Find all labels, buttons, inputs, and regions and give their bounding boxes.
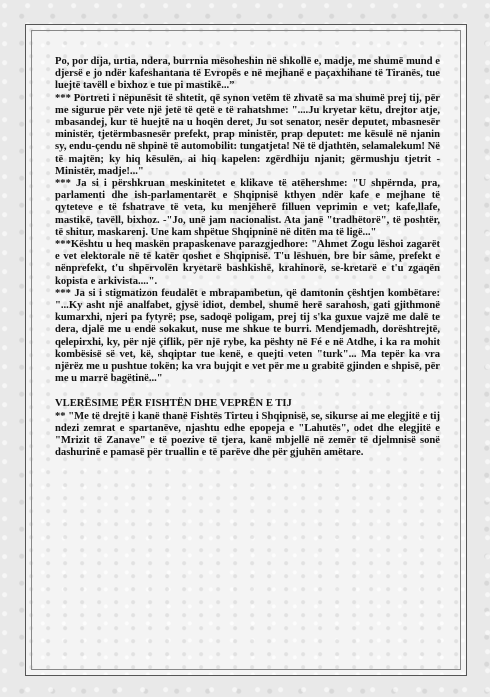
paragraph: *** Ja si i stigmatizon feudalët e mbrapambetun, që damtonin çështjen kombëtare: "...Ky asht një analfabet, gjysë idiot, dembel, shumë herë sarahosh, gati gjithmonë kumarxhi, njeri pa fytyrë; pse, sadoqë poligam, prej tij s'ka guxue vajzë me dalë te dera, djalë me u endë sokakut, nuse me shkue te burri. Mendjemadh, dorështrejtë, qelepirxhi, ky, për një çiflik, për një rybe, ka pështy në Fé e në Atdhe, i ka ra mohit kombësisë së vet, kë, shqiptar tue kenë, e quejti veten "turk"... Ma tepër ka vra njërëz me u pushtue tokën; ka vra bujqit e vet për me u grabitë gjinden e shpisë, për me u marrë bagëtinë..." — [55, 287, 440, 385]
closing-paragraph: ** "Me të drejtë i kanë thanë Fishtës Tirteu i Shqipnisë, se, sikurse ai me elegjitë e tij ndezi zemrat e spartanëve, njashtu edhe epopeja e "Lahutës", odet dhe elegjitë e "Mrizit të Zanave" e të poezive të tjera, kanë mbjellë në zemër të djelmnisë sonë dashurinë e pamasë për truallin e të parëve dhe për gjuhën amëtare. — [55, 410, 440, 459]
paragraph: Po, por dija, urtia, ndera, burrnia mësoheshin në shkollë e, madje, me shumë mund e djersë e jo ndër kafeshantana të Evropës e në mejhanë e paçaxhihane të Tiranës, tue luejtë tavëll e bixhoz e tue pi mastikë...” — [55, 56, 440, 92]
paragraph: ***Kështu u heq maskën prapaskenave parazgjedhore: "Ahmet Zogu lëshoi zagarët e vet elektorale në të katër qoshet e Shqipnisë. T'u lëshuen, bre bir sâme, prefekt e nënprefekt, t'u shpërvolën kryetarë bashkishë, krahinorë, se-kretarë e t'u zgaqën kopista e arkivista....". — [55, 239, 440, 287]
section-heading: VLERËSIME PËR FISHTËN DHE VEPRËN E TIJ — [55, 398, 292, 410]
document-body — [55, 56, 440, 460]
paragraph: *** Ja si i përshkruan meskinitetet e klikave të atëhershme: "U shpërnda, pra, parlamenti dhe ish-parlamentarët e Shqipnisë kthyen ndër kafe e mejhane të qyteteve e të fshatrave të veta, ku menjëherë filluen veprimin e vet; kafe,llafe, mastikë, tavëll, bixhoz. -"Jo, unë jam nacionalist. Ata janë "tradhëtorë", të poshtër, të shitur, maskarenj. Une kam shpëtue Shqipninë në ditën ma të ligë..." — [55, 178, 440, 238]
paragraph: *** Portreti i nëpunësit të shtetit, që synon vetëm të zhvatë sa ma shumë prej tij, për me sigurue për vete një jetë të qetë e të rahatshme: "....Ju kryetar këtu, drejtor atje, mbasandej, kur të huejtë na u hoqën deret, Ju sot senator, nesër deputet, mbasnesër ministër, tjetërmbasnesër prefekt, prap ministër, prap deputet: me kësulë në njanin sy, endu-çendu në shpinë të automobilit: tungatjeta! Në të djathtën, selamalekum! Në të majtën; ky hiq kësulën, ai hiq kapelen: zgërdhiju njanit; gërmushju tjetrit - Ministër, madje!..." — [55, 92, 440, 177]
